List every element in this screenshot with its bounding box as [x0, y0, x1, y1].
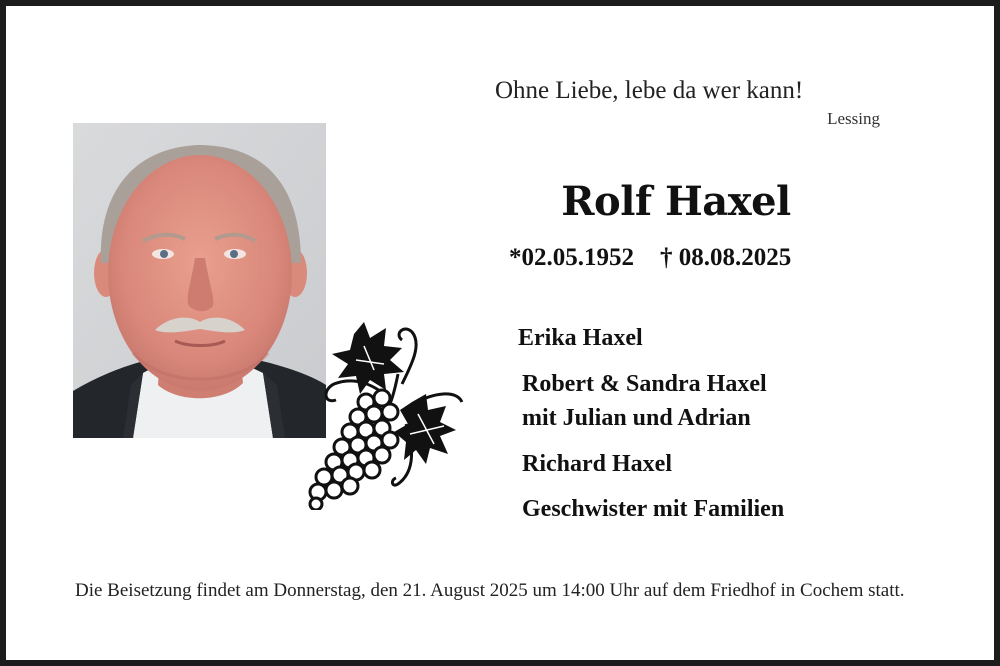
grape-vine-icon — [294, 314, 466, 510]
quote-text: Ohne Liebe, lebe da wer kann! — [495, 77, 804, 104]
mourner-line: mit Julian und Adrian — [522, 405, 751, 431]
mourner-line: Geschwister mit Familien — [522, 496, 785, 522]
deceased-name: Rolf Haxel — [561, 178, 791, 225]
life-dates — [509, 244, 791, 272]
death-date: † 08.08.2025 — [660, 244, 792, 271]
mourner-line: Richard Haxel — [522, 451, 672, 477]
portrait-photo — [73, 123, 326, 438]
funeral-notice: Die Beisetzung findet am Donnerstag, den 21. August 2025 um 14:00 Uhr auf dem Friedhof in Cochem statt. — [75, 580, 905, 601]
mourner-line: Robert & Sandra Haxel — [522, 371, 767, 397]
birth-date: *02.05.1952 — [509, 244, 634, 271]
mourner-line: Erika Haxel — [518, 325, 643, 351]
quote-author: Lessing — [827, 109, 880, 128]
